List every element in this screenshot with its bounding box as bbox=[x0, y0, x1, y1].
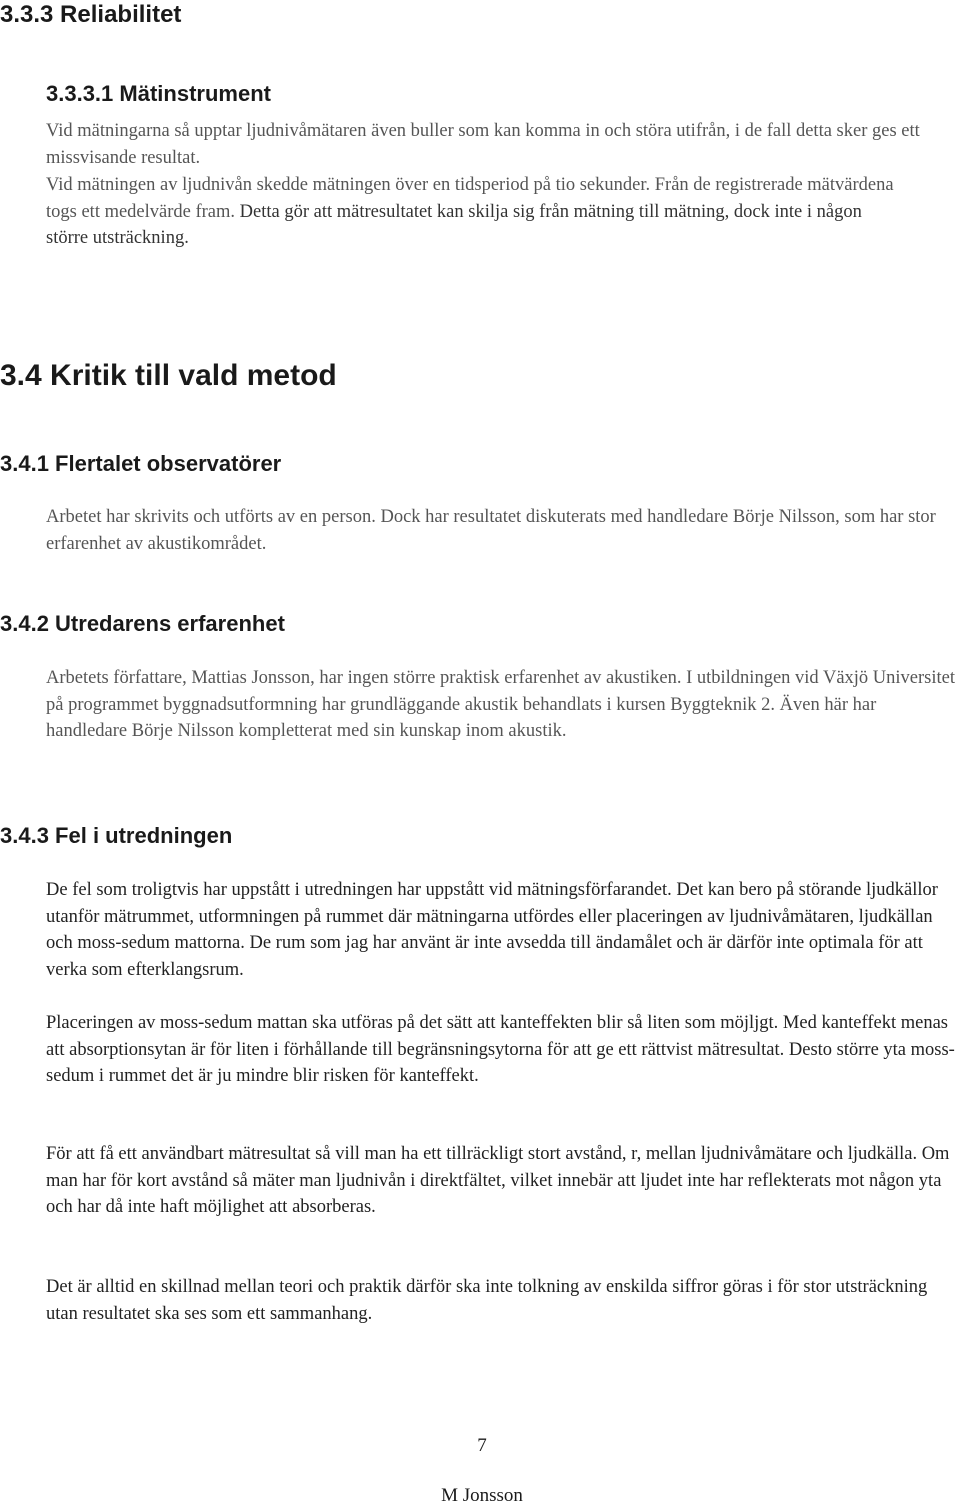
paragraph-utredarens-erfarenhet: Arbetets författare, Mattias Jonsson, har ingen större praktisk erfarenhet av akustiken. I utbildningen vid Växjö Universitet på programmet byggnadsutformning har grundläggande akustik behandlats i kursen Byggteknik 2. Även här har handledare Börje Nilsson kompletterat med sin kunskap inom akustik. bbox=[46, 668, 955, 741]
paragraph-matinstrument-2b: Detta gör att mätresultatet kan skilja sig från mätning till mätning, dock inte i någon större utsträckning. bbox=[46, 201, 862, 248]
footer-author: M Jonsson bbox=[441, 1485, 523, 1506]
heading-3-4: 3.4 Kritik till vald metod bbox=[0, 359, 337, 392]
heading-3-4-2: 3.4.2 Utredarens erfarenhet bbox=[0, 611, 285, 636]
heading-3-3-3-1: 3.3.3.1 Mätinstrument bbox=[46, 81, 271, 106]
paragraph-matinstrument-1: Vid mätningarna så upptar ljudnivåmätaren även buller som kan komma in och störa utifrån, i de fall detta sker ges ett missvisande resultat. bbox=[46, 121, 920, 168]
paragraph-matinstrument-2a: Vid mätningen av ljudnivån skedde mätningen över en tidsperiod på tio sekunder. Från de registrerade mätvärdena togs ett medelvärde fram. bbox=[46, 175, 894, 222]
page-number: 7 bbox=[477, 1435, 487, 1456]
heading-3-4-3: 3.4.3 Fel i utredningen bbox=[0, 823, 233, 848]
paragraph-fel-3: För att få ett användbart mätresultat så vill man ha ett tillräckligt stort avstånd, r, mellan ljudnivåmätare och ljudkälla. Om man har för kort avstånd så mäter man ljudnivån i direktfältet, vilket innebär att ljudet inte har reflekterats mot någon yta och har då inte haft möjlighet att absorberas. bbox=[46, 1144, 950, 1217]
paragraph-flertalet-observatorer: Arbetet har skrivits och utförts av en person. Dock har resultatet diskuterats med handledare Börje Nilsson, som har stor erfarenhet av akustikområdet. bbox=[46, 507, 936, 554]
heading-3-3-3: 3.3.3 Reliabilitet bbox=[0, 1, 182, 28]
heading-3-4-1: 3.4.1 Flertalet observatörer bbox=[0, 451, 282, 476]
paragraph-fel-1: De fel som troligtvis har uppstått i utredningen har uppstått vid mätningsförfarandet. Det kan bero på störande ljudkällor utanför mätrummet, utformningen på rummet där mätningarna utfördes eller placeringen av ljudnivåmätaren, ljudkällan och moss-sedum mattorna. De rum som jag har använt är inte avsedda till ändamålet och är därför inte optimala för att verka som efterklangsrum. bbox=[46, 880, 938, 980]
paragraph-fel-2: Placeringen av moss-sedum mattan ska utföras på det sätt att kanteffekten blir så liten som möjljgt. Med kanteffekt menas att absorptionsytan är för liten i förhållande till begränsningsytorna för att ge ett rättvist mätresultat. Desto större yta moss-sedum i rummet det är ju mindre blir risken för kanteffekt. bbox=[46, 1013, 955, 1086]
paragraph-fel-4: Det är alltid en skillnad mellan teori och praktik därför ska inte tolkning av enskilda siffror göras i för stor utsträckning utan resultatet ska ses som ett sammanhang. bbox=[46, 1277, 928, 1324]
paragraph-matinstrument-2 bbox=[46, 172, 906, 252]
